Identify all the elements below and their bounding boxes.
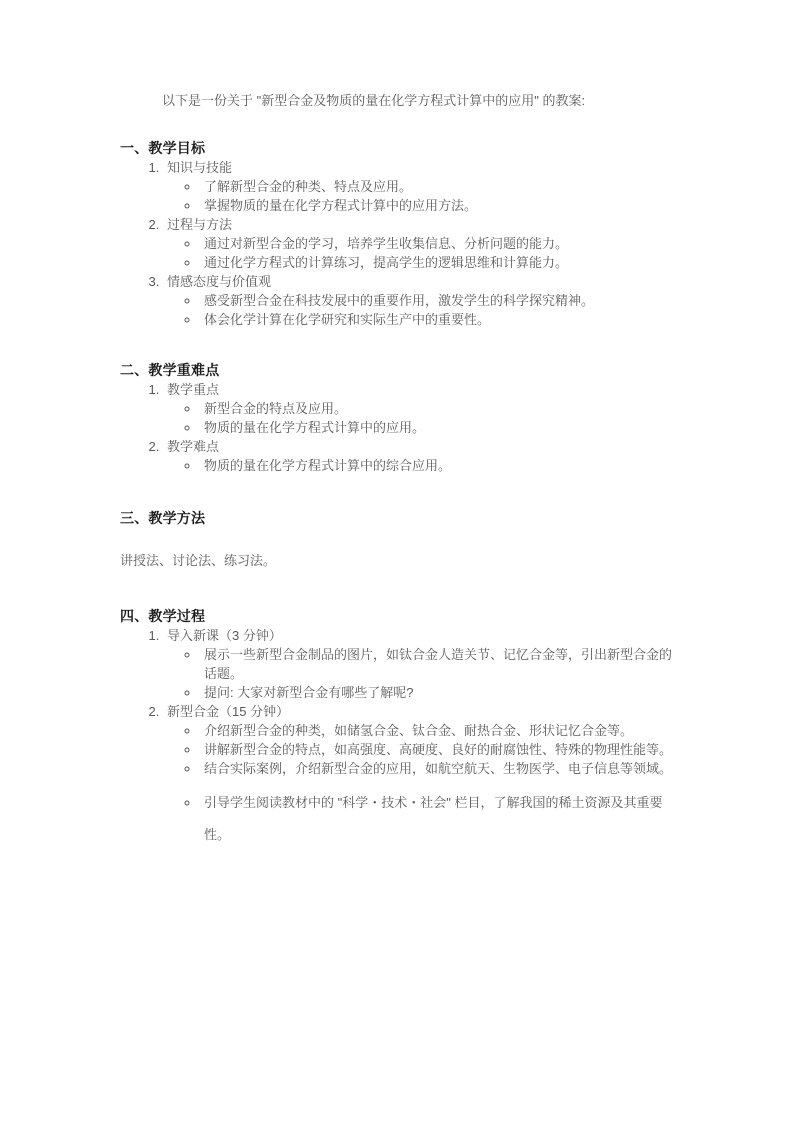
- list-item: [163, 626, 680, 702]
- sub-list-item: ◦ 引导学生阅读教材中的 "科学・技术・社会" 栏目，了解我国的稀土资源及其重要性。: [200, 778, 680, 851]
- list-item-label: 2. 教学难点: [167, 439, 220, 454]
- teaching-goals-list: [120, 158, 680, 329]
- sub-list: [167, 291, 680, 329]
- sub-list-item: ◦ 感受新型合金在科技发展中的重要作用，激发学生的科学探究精神。: [200, 291, 680, 310]
- sub-list-item: ◦ 通过对新型合金的学习，培养学生收集信息、分析问题的能力。: [200, 234, 680, 253]
- sub-list-item: ◦ 提问: 大家对新型合金有哪些了解呢?: [200, 683, 680, 702]
- sub-list-item: ◦ 新型合金的特点及应用。: [200, 399, 680, 418]
- intro-paragraph: 以下是一份关于 "新型合金及物质的量在化学方程式计算中的应用" 的教案:: [162, 93, 586, 108]
- sub-list: [167, 645, 680, 702]
- list-item: [163, 158, 680, 215]
- sub-list: [167, 177, 680, 215]
- list-item: [163, 437, 680, 475]
- sub-list-item: ◦ 物质的量在化学方程式计算中的综合应用。: [200, 456, 680, 475]
- section-heading-teaching-methods: 三、教学方法: [120, 510, 206, 526]
- teaching-methods-paragraph: 讲授法、讨论法、练习法。: [120, 553, 277, 568]
- list-item: [163, 215, 680, 272]
- sub-list-item: ◦ 介绍新型合金的种类，如储氢合金、钛合金、耐热合金、形状记忆合金等。: [200, 721, 680, 740]
- section-heading-teaching-goals: 一、教学目标: [120, 140, 206, 156]
- teaching-process-list: [120, 626, 680, 851]
- sub-list-item: ◦ 体会化学计算在化学研究和实际生产中的重要性。: [200, 310, 680, 329]
- key-difficult-points-list: [120, 380, 680, 475]
- list-item-label: 1. 导入新课（3 分钟）: [167, 628, 282, 643]
- sub-list-item: ◦ 物质的量在化学方程式计算中的应用。: [200, 418, 680, 437]
- sub-list: [167, 399, 680, 437]
- list-item: [163, 702, 680, 851]
- sub-list-item: ◦ 通过化学方程式的计算练习，提高学生的逻辑思维和计算能力。: [200, 253, 680, 272]
- list-item-label: 2. 过程与方法: [167, 217, 233, 232]
- sub-list-item: ◦ 展示一些新型合金制品的图片，如钛合金人造关节、记忆合金等，引出新型合金的话题。: [200, 645, 680, 683]
- list-item: [163, 272, 680, 329]
- list-item-label: 1. 知识与技能: [167, 160, 233, 175]
- list-item-label: 3. 情感态度与价值观: [167, 274, 272, 289]
- section-heading-key-difficult-points: 二、教学重难点: [120, 362, 220, 378]
- section-heading-teaching-process: 四、教学过程: [120, 608, 206, 624]
- sub-list-item: ◦ 讲解新型合金的特点，如高强度、高硬度、良好的耐腐蚀性、特殊的物理性能等。: [200, 740, 680, 759]
- list-item-label: 1. 教学重点: [167, 382, 220, 397]
- sub-list: [167, 234, 680, 272]
- sub-list-item: ◦ 了解新型合金的种类、特点及应用。: [200, 177, 680, 196]
- sub-list: [167, 721, 680, 851]
- list-item: [163, 380, 680, 437]
- list-item-label: 2. 新型合金（15 分钟）: [167, 704, 290, 719]
- sub-list-item: ◦ 掌握物质的量在化学方程式计算中的应用方法。: [200, 196, 680, 215]
- sub-list: [167, 456, 680, 475]
- sub-list-item: ◦ 结合实际案例，介绍新型合金的应用，如航空航天、生物医学、电子信息等领域。: [200, 759, 680, 778]
